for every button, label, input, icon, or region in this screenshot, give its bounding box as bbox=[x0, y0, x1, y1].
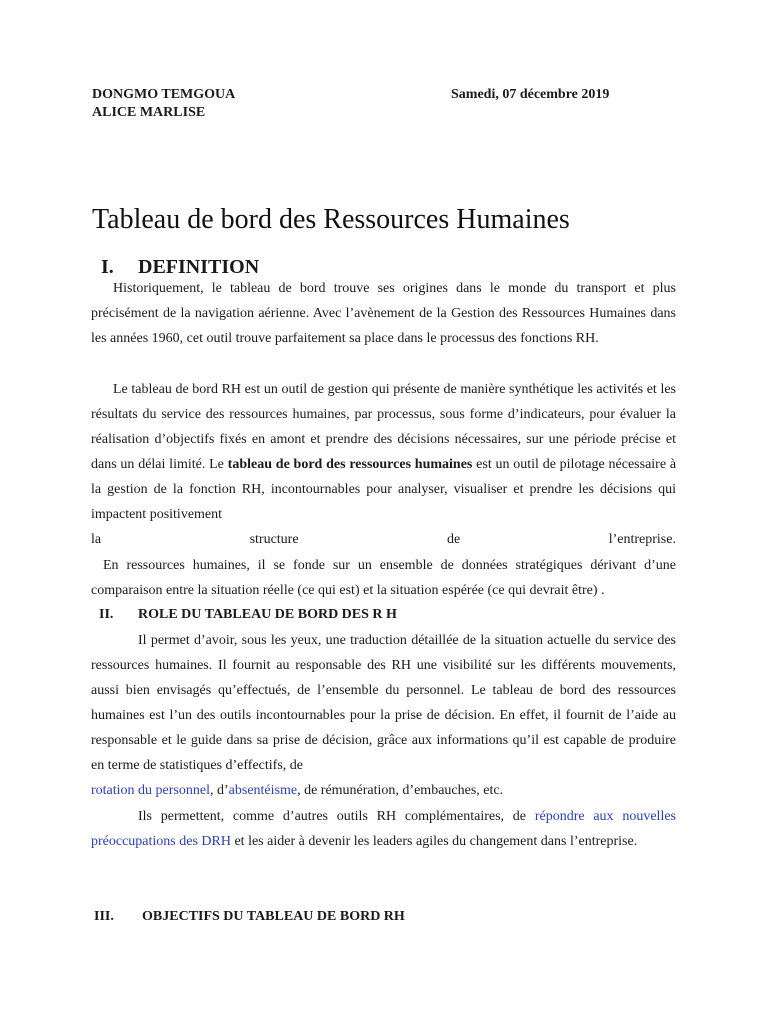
link-absenteisme[interactable]: absentéisme bbox=[228, 783, 298, 798]
section-2-title: ROLE DU TABLEAU DE BORD DES R H bbox=[138, 607, 397, 622]
word-de: de bbox=[447, 532, 461, 547]
section-1-title: DEFINITION bbox=[138, 256, 260, 278]
section-2-p2-end: et les aider à devenir les leaders agiles du changement dans l’entreprise. bbox=[234, 834, 638, 849]
section-1-p2-text-a: Le tableau de bord RH est un outil de gestion qui présente de manière synthétique les activités et les résultats du service des ressources humaines, par processus, sous forme d’indicateurs, pour évaluer la réalisation d’objectifs fixés en amont et prendre des décisions nécessaires, sur une période précise et dans un délai limité. Le bbox=[91, 382, 676, 472]
section-2-p1-end bbox=[91, 778, 503, 803]
author-line-2: ALICE MARLISE bbox=[92, 105, 206, 120]
document-date: Samedi, 07 décembre 2019 bbox=[451, 87, 610, 102]
author-line-1: DONGMO TEMGOUA bbox=[92, 87, 236, 102]
word-la: la bbox=[91, 532, 102, 547]
section-3-number: III. bbox=[94, 909, 114, 924]
separator-text: , d’ bbox=[209, 783, 229, 798]
section-1-p2-text-b: est un outil de pilotage nécessaire à la gestion de la fonction RH, incontournables pour analyser, visualiser et prendre les décisions qui impactent positivement bbox=[91, 457, 677, 522]
section-2-p1-ending: , de rémunération, d’embauches, etc. bbox=[297, 783, 504, 798]
section-1-p2-bold: tableau de bord des ressources humaines bbox=[227, 457, 473, 472]
section-3-title: OBJECTIFS DU TABLEAU DE BORD RH bbox=[142, 909, 405, 924]
section-1-p2-last-line bbox=[91, 527, 676, 552]
section-2-p2-start: Ils permettent, comme d’autres outils RH complémentaires, de bbox=[138, 809, 527, 824]
word-entreprise: l’entreprise. bbox=[608, 532, 676, 547]
section-3-heading bbox=[94, 907, 405, 927]
section-1-paragraph-3: En ressources humaines, il se fonde sur un ensemble de données stratégiques dérivant d’une comparaison entre la situation réelle (ce qui est) et la situation espérée (ce qui devrait être) . bbox=[91, 558, 676, 598]
author-name bbox=[92, 86, 235, 122]
link-rotation-du-personnel[interactable]: rotation du personnel bbox=[91, 783, 210, 798]
document-title: Tableau de bord des Ressources Humaines bbox=[92, 204, 570, 235]
section-2-paragraph-1 bbox=[91, 628, 676, 803]
section-2-paragraph-2 bbox=[91, 804, 676, 854]
section-2-heading bbox=[99, 605, 397, 625]
section-1-number: I. bbox=[101, 256, 114, 278]
section-2-p1-text: Il permet d’avoir, sous les yeux, une traduction détaillée de la situation actuelle du service des ressources humaines. Il fournit au responsable des RH une visibilité sur les différents mouvements, aussi bien envisagés qu’effectués, de l’ensemble du personnel. Le tableau de bord des ressources humaines est l’un des outils incontournables pour la prise de décision. En effet, il fournit de l’aide au responsable et le guide dans sa prise de décision, grâce aux informations qu’il est capable de produire en terme de statistiques d’effectifs, de bbox=[91, 633, 676, 773]
section-2-number: II. bbox=[99, 607, 114, 622]
word-structure: structure bbox=[249, 532, 299, 547]
link-repondre-aux-nouvelles-preoccupations[interactable]: répondre aux nouvelles préoccupations des DRH bbox=[91, 809, 676, 849]
section-1-paragraph-1: Historiquement, le tableau de bord trouve ses origines dans le monde du transport et plus précisément de la navigation aérienne. Avec l’avènement de la Gestion des Ressources Humaines dans les années 1960, cet outil trouve parfaitement sa place dans le processus des fonctions RH. bbox=[91, 281, 676, 346]
section-1-paragraph-2 bbox=[91, 377, 676, 552]
